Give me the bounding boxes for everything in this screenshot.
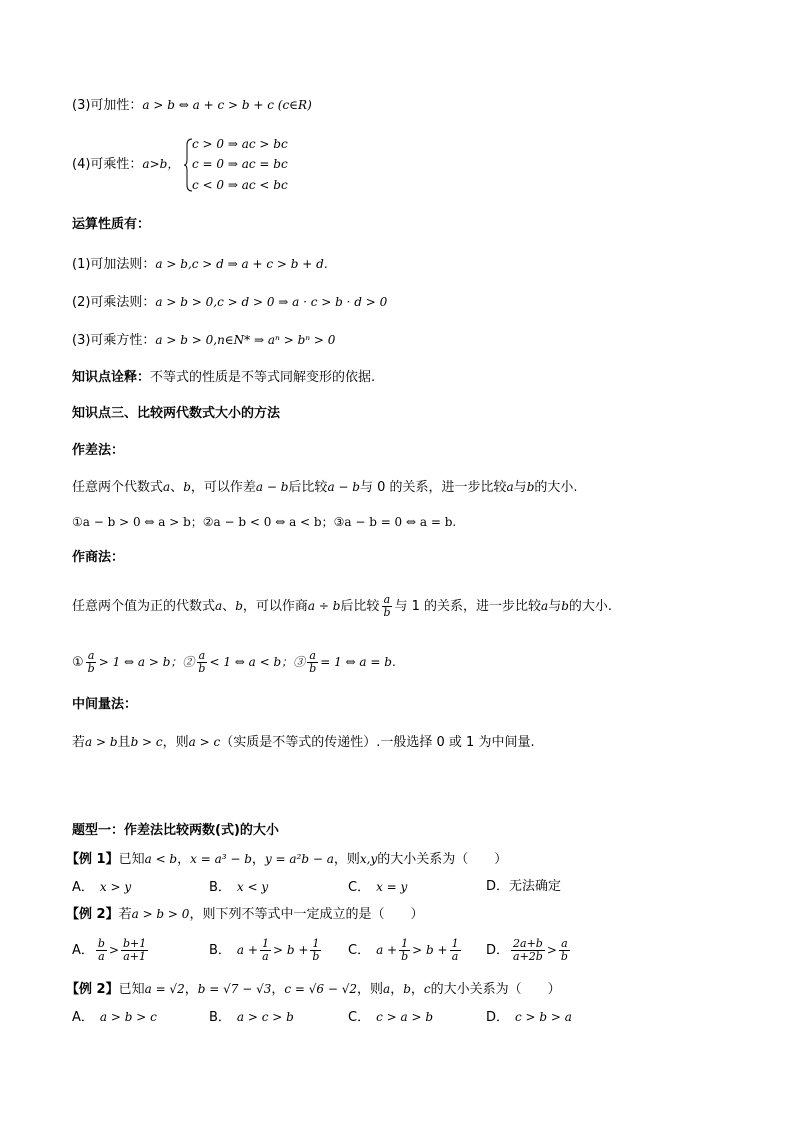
numerator: 1	[261, 937, 269, 950]
math: a	[506, 480, 514, 494]
math: > b +	[412, 943, 448, 957]
math: a	[215, 599, 223, 613]
numerator: 1	[312, 937, 320, 950]
text: ，可以作差	[190, 480, 256, 495]
option-value: a > c > b	[236, 1010, 294, 1024]
option-key: B．	[209, 943, 231, 958]
text: 、	[170, 480, 184, 495]
denominator: b	[312, 950, 320, 963]
math: b	[183, 480, 191, 494]
numerator: a	[309, 649, 316, 662]
option-key: C．	[348, 1010, 371, 1025]
knowledge-note	[72, 369, 375, 387]
example-1-option-d[interactable]	[486, 877, 561, 897]
math: = 1 ⇔ a = b.	[320, 655, 396, 669]
math: < 1 ⇔ a < b；③	[209, 655, 306, 669]
case-negative: c < 0 ⇒ ac < bc	[192, 178, 288, 192]
text: 已知	[118, 852, 145, 867]
math: a +	[376, 943, 398, 957]
text: ，则下列不等式中一定成立的是（ ）	[189, 907, 424, 922]
denominator: b	[401, 950, 409, 963]
math: a > b > 0	[131, 907, 190, 921]
fraction	[86, 650, 97, 675]
math: a +	[236, 943, 258, 957]
intermediate-method-heading: 中间量法：	[72, 697, 138, 712]
fraction	[399, 938, 410, 963]
text: 的大小.	[534, 480, 578, 495]
text: （实质是不等式的传递性）.一般选择 0 或 1 为中间量.	[220, 735, 535, 750]
math: a − b	[255, 480, 289, 494]
example-2-option-c[interactable]	[348, 938, 463, 963]
numerator: b	[97, 937, 105, 950]
option-key: A．	[72, 880, 94, 895]
math: a − b	[327, 480, 360, 494]
numerator: a	[87, 649, 95, 662]
option-key: C．	[348, 943, 371, 958]
text: 的大小关系为（ ）	[430, 982, 561, 997]
math: a ÷ b	[307, 599, 341, 613]
text: 若	[118, 907, 132, 922]
rule-power	[72, 331, 335, 350]
text: 的大小关系为（ ）	[377, 852, 508, 867]
text: 且	[117, 735, 131, 750]
fraction	[511, 938, 545, 963]
option-key: B．	[209, 880, 231, 895]
math: b > c	[130, 735, 163, 749]
math: a	[163, 480, 171, 494]
numerator: 1	[451, 937, 459, 950]
example-3-option-b[interactable]	[209, 1007, 294, 1028]
example-2-option-b[interactable]	[209, 938, 323, 963]
fraction	[196, 650, 207, 675]
property-formula: a > b ⇔ a + c > b + c (c∈R)	[142, 98, 312, 112]
option-key: D．	[486, 943, 510, 958]
text: ，	[251, 852, 265, 867]
text: ，则	[162, 735, 189, 750]
fraction	[96, 938, 107, 963]
option-value: 无法确定	[509, 879, 562, 894]
example-2-option-a[interactable]	[72, 938, 150, 963]
math: b	[403, 982, 411, 996]
option-value: x < y	[236, 880, 269, 894]
example-3-option-d[interactable]	[486, 1007, 572, 1028]
text: 任意两个代数式	[72, 480, 164, 495]
denominator: a	[451, 950, 459, 963]
difference-cases	[72, 513, 456, 532]
example-2-option-d[interactable]	[486, 938, 572, 963]
text: 与	[548, 599, 562, 614]
denominator: a	[262, 950, 269, 963]
math: a	[383, 982, 391, 996]
text: 的大小.	[568, 599, 613, 614]
difference-method-text	[72, 478, 578, 497]
math: b = √7 − √3	[197, 982, 272, 996]
text: ，	[410, 982, 424, 997]
rule-label: (2)可乘法则：	[72, 295, 156, 310]
numerator: a	[383, 593, 391, 606]
numerator: 2a+b	[513, 937, 543, 950]
option-key: D．	[486, 1010, 510, 1025]
denominator: b	[309, 662, 317, 675]
rule-formula: a > b > 0,c > d > 0 ⇒ a · c > b · d > 0	[155, 295, 388, 309]
property-additivity	[72, 96, 312, 115]
example-1-stem	[66, 850, 507, 869]
denominator: b	[87, 662, 95, 675]
text: 已知	[118, 982, 145, 997]
denominator: a+1	[123, 950, 147, 963]
rule-formula: a > b > 0,n∈N* ⇒ aⁿ > bⁿ > 0	[155, 333, 336, 347]
math: x,y	[359, 852, 378, 866]
text: 若	[72, 735, 86, 750]
math: c = √6 − √2	[284, 982, 358, 996]
math: b	[235, 599, 243, 613]
rule-multiplication	[72, 293, 387, 312]
example-3-stem	[66, 980, 561, 999]
text: ，	[271, 982, 285, 997]
rule-label: (1)可加法则：	[72, 257, 156, 272]
text: ，	[390, 982, 404, 997]
denominator: a+2b	[513, 950, 543, 963]
option-key: D．	[486, 879, 510, 894]
math: > 1 ⇔ a > b；②	[98, 655, 195, 669]
example-2-stem	[66, 905, 423, 924]
numerator: a	[561, 937, 568, 950]
option-value: x = y	[376, 880, 408, 894]
note-label: 知识点诠释：	[72, 370, 151, 385]
math: a > c	[188, 735, 221, 749]
math: a < b	[144, 852, 178, 866]
math: > b +	[272, 943, 309, 957]
fraction	[450, 938, 461, 963]
option-value: c > b > a	[515, 1010, 572, 1024]
math: c	[423, 982, 431, 996]
property-lhs: a>b，	[142, 157, 180, 171]
option-key: A．	[72, 943, 94, 958]
case-zero: c = 0 ⇒ ac = bc	[192, 157, 288, 171]
example-tag: 【例 1】	[66, 852, 119, 867]
math: a = √2	[144, 982, 185, 996]
option-key: B．	[209, 1010, 231, 1025]
math: a > b	[85, 735, 118, 749]
example-1-option-c[interactable]	[348, 877, 407, 898]
denominator: a	[98, 950, 105, 963]
option-value: x > y	[99, 880, 132, 894]
property-multiplicativity	[72, 155, 179, 174]
text: ，可以作商	[242, 599, 308, 614]
text: 任意两个值为正的代数式	[72, 599, 216, 614]
text: ，	[184, 982, 198, 997]
text: ①	[72, 655, 84, 670]
numerator: b+1	[123, 937, 147, 950]
example-3-option-a[interactable]	[72, 1007, 157, 1028]
quotient-method-text	[72, 594, 612, 619]
rule-addition	[72, 255, 328, 274]
text: 与 0 的关系，进一步比较	[359, 480, 507, 495]
math: ①a − b > 0 ⇔ a > b；②a − b < 0 ⇔ a < b；③a − b = 0 ⇔ a = b.	[72, 515, 457, 529]
option-value: a > b > c	[99, 1010, 157, 1024]
text: 与	[513, 480, 527, 495]
text: ，则	[357, 982, 384, 997]
math: >	[108, 943, 120, 957]
fraction	[559, 938, 570, 963]
denominator: b	[198, 662, 206, 675]
property-label: (3)可加性：	[72, 98, 143, 113]
note-text: 不等式的性质是不等式同解变形的依据.	[150, 370, 376, 385]
fraction	[381, 594, 392, 619]
option-value: c > a > b	[376, 1010, 434, 1024]
example-tag: 【例 2】	[66, 982, 119, 997]
numerator: 1	[401, 937, 409, 950]
math: >	[546, 943, 557, 957]
text: ，则	[333, 852, 360, 867]
example-3-option-c[interactable]	[348, 1007, 433, 1028]
fraction	[121, 938, 148, 963]
rule-formula: a > b,c > d ⇒ a + c > b + d.	[155, 257, 328, 271]
example-1-option-b[interactable]	[209, 877, 268, 898]
option-key: A．	[72, 1010, 94, 1025]
operations-heading: 运算性质有：	[72, 217, 151, 232]
text: 与 1 的关系，进一步比较	[394, 599, 542, 614]
rule-label: (3)可乘方性：	[72, 333, 156, 348]
property-label: (4)可乘性：	[72, 157, 143, 172]
fraction	[307, 650, 318, 675]
fraction	[310, 938, 321, 963]
fraction	[260, 938, 271, 963]
math: b	[526, 480, 535, 494]
math: y = a²b − a	[264, 852, 334, 866]
intermediate-method-text	[72, 733, 535, 752]
math: b	[561, 599, 569, 613]
text: 后比较	[340, 599, 380, 614]
denominator: b	[383, 606, 391, 619]
math: x = a³ − b	[190, 852, 252, 866]
question-type-title: 题型一：作差法比较两数(式)的大小	[72, 823, 279, 838]
text: ，	[177, 852, 191, 867]
difference-method-heading: 作差法：	[72, 443, 125, 458]
section-title: 知识点三、比较两代数式大小的方法	[72, 406, 281, 421]
example-tag: 【例 2】	[66, 907, 119, 922]
option-key: C．	[348, 880, 371, 895]
text: 后比较	[288, 480, 328, 495]
text: 、	[222, 599, 236, 614]
numerator: a	[198, 649, 206, 662]
case-positive: c > 0 ⇒ ac > bc	[192, 137, 288, 151]
math: a	[541, 599, 549, 613]
example-1-option-a[interactable]	[72, 877, 131, 898]
denominator: b	[560, 950, 568, 963]
quotient-cases	[72, 650, 396, 675]
quotient-method-heading: 作商法：	[72, 550, 125, 565]
